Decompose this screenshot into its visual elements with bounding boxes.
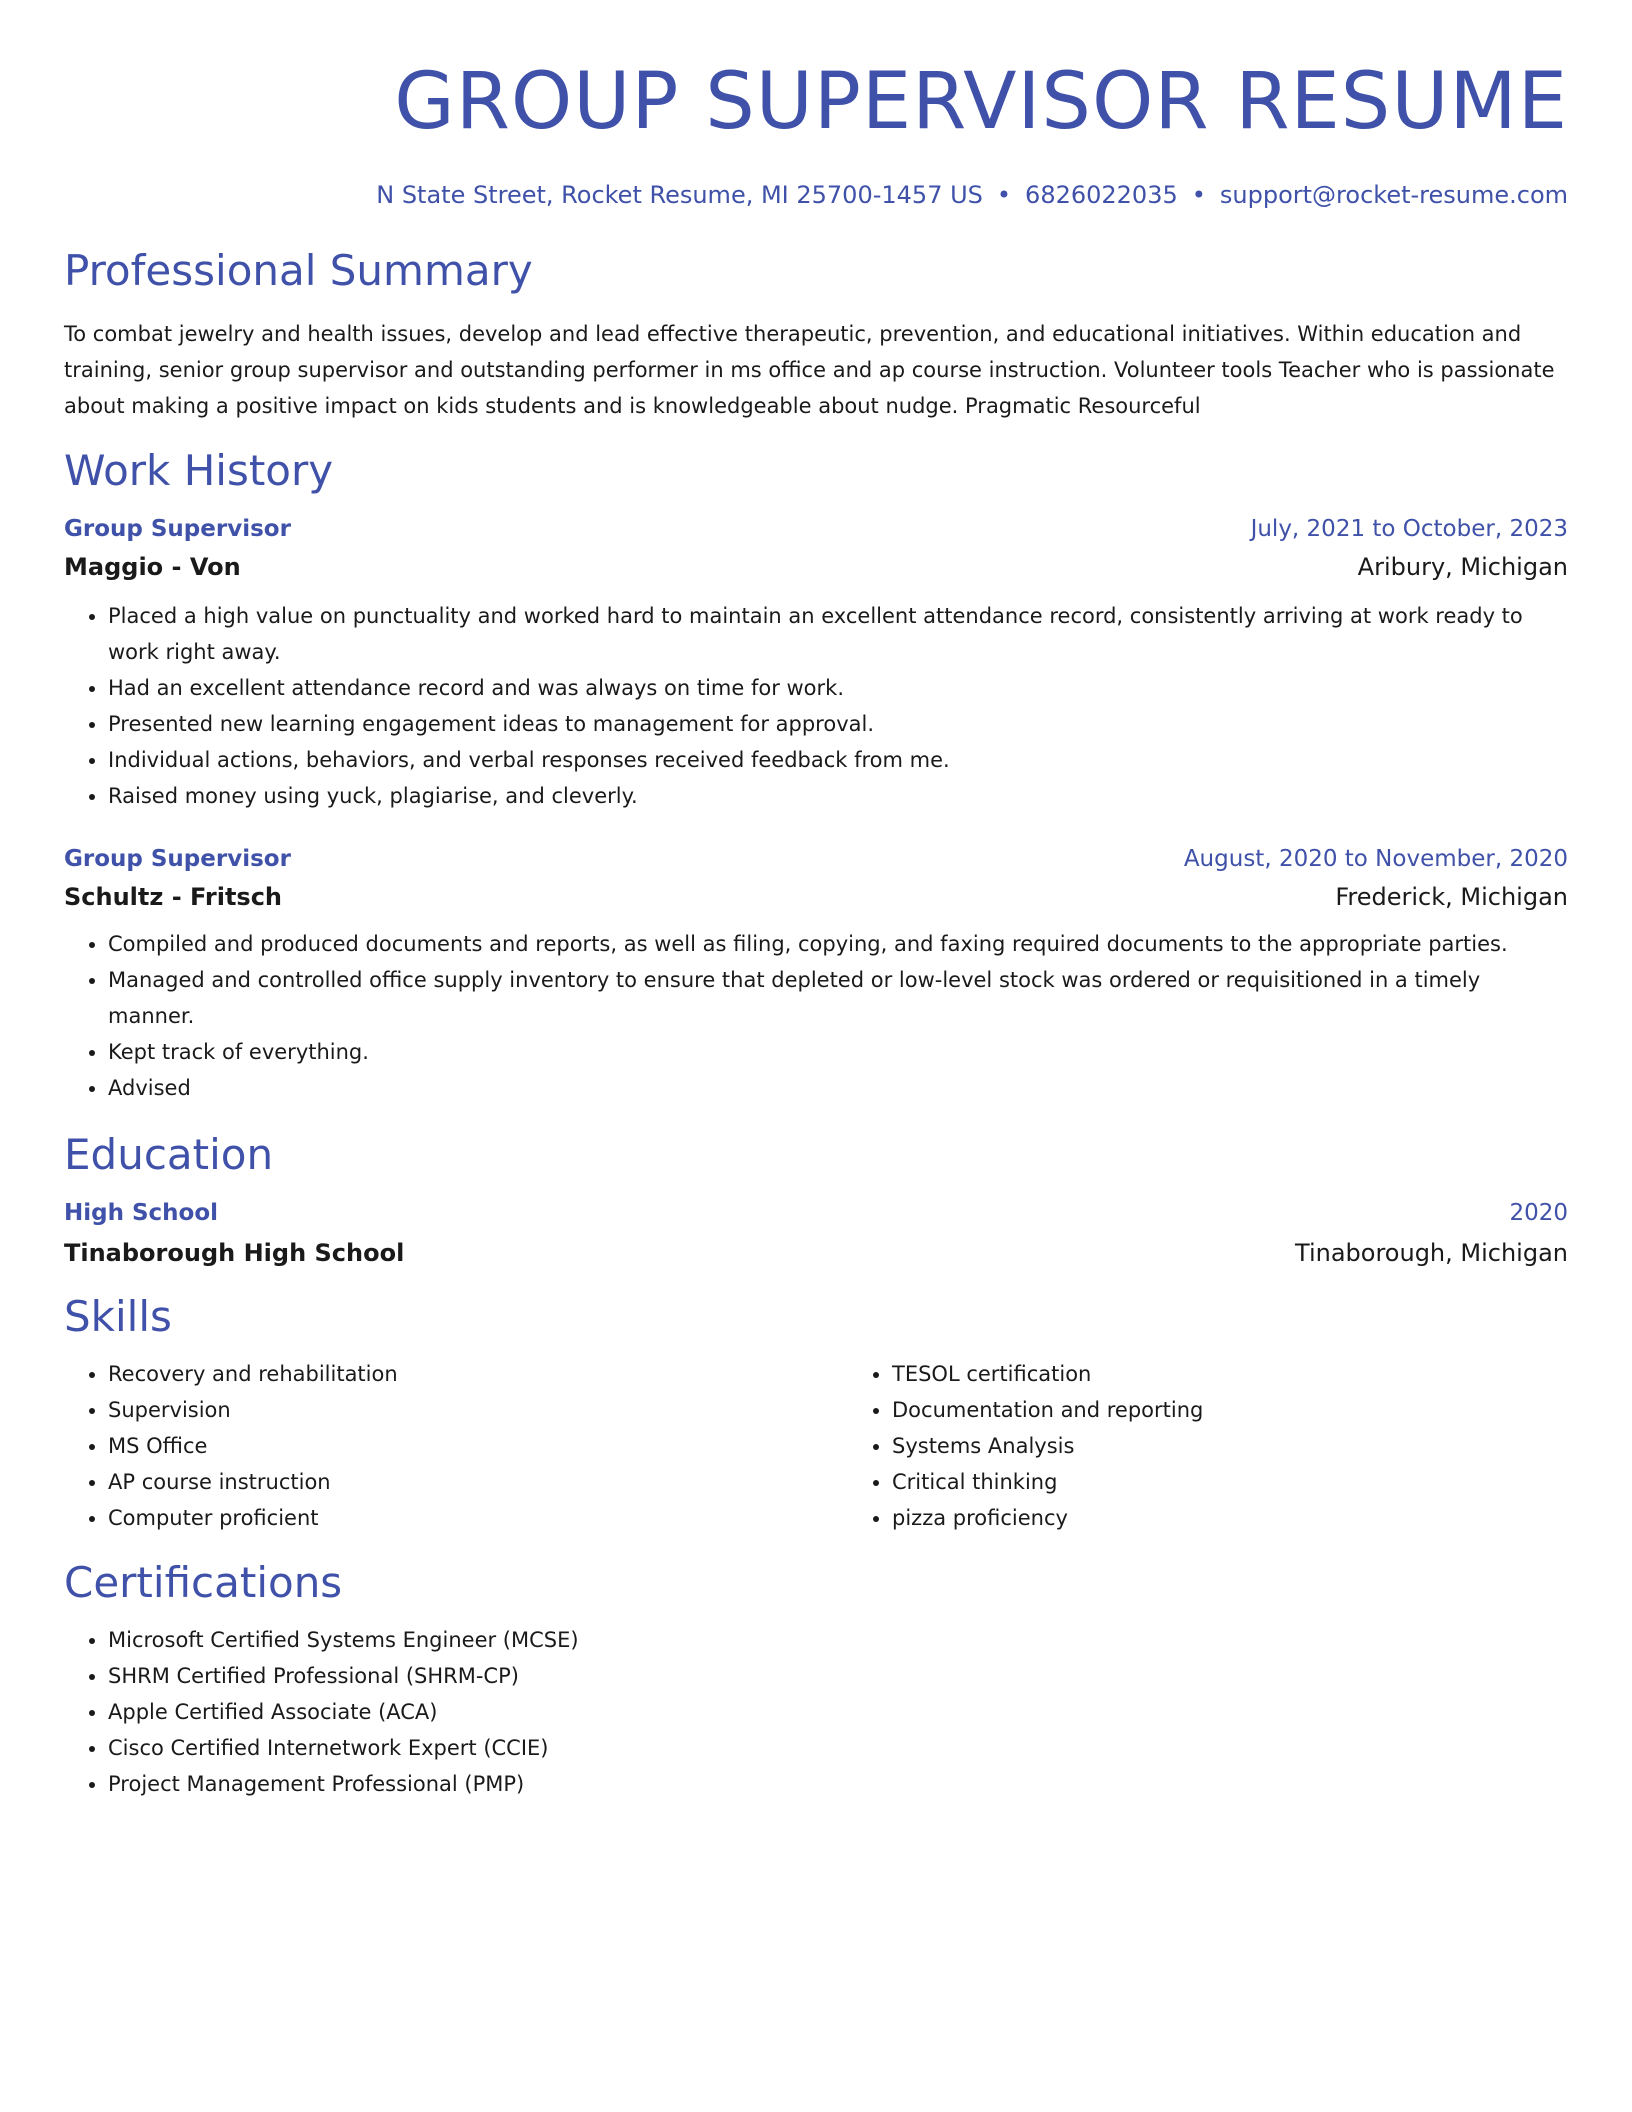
skills-list-right (848, 1356, 1632, 1536)
job-dates: August, 2020 to November, 2020 (1183, 846, 1568, 872)
list-item: • Presented new learning engagement ideas to management for approval. (108, 706, 1568, 742)
list-item: • Computer proficient (108, 1500, 848, 1536)
summary-text: To combat jewelry and health issues, develop and lead effective therapeutic, prevention, and educational initiatives. Within education and training, senior group supervisor and outstanding performer in ms office and ap course instruction. Volunteer tools Teacher who is passionate about making a positive impact on kids students and is knowledgeable about nudge. Pragmatic Resourceful (64, 322, 1555, 418)
job-header (64, 514, 1568, 544)
education-school-line (64, 1238, 1568, 1268)
list-item: • pizza proficiency (892, 1500, 1632, 1536)
job-location: Frederick, Michigan (1335, 883, 1568, 911)
list-item: • Supervision (108, 1392, 848, 1428)
job-bullets (64, 926, 1568, 1106)
list-item: • Kept track of everything. (108, 1034, 1568, 1070)
job-dates: July, 2021 to October, 2023 (1250, 516, 1568, 542)
education-degree: High School (64, 1200, 219, 1226)
job-company: Schultz - Fritsch (64, 883, 283, 911)
job-org-line (64, 552, 1568, 582)
list-item: • Raised money using yuck, plagiarise, and cleverly. (108, 778, 1568, 814)
education-year: 2020 (1509, 1200, 1568, 1226)
job-location: Aribury, Michigan (1357, 553, 1568, 581)
list-item: • Project Management Professional (PMP) (108, 1766, 1568, 1802)
job-title: Group Supervisor (64, 516, 291, 542)
list-item: • Microsoft Certified Systems Engineer (MCSE) (108, 1622, 1568, 1658)
job-entry (64, 514, 1568, 814)
list-item: • MS Office (108, 1428, 848, 1464)
list-item: • Critical thinking (892, 1464, 1632, 1500)
certifications-list (64, 1622, 1568, 1802)
education-section (64, 1130, 1568, 1268)
contact-phone: 6826022035 (1025, 181, 1178, 209)
list-item: • Systems Analysis (892, 1428, 1632, 1464)
resume-header (64, 56, 1568, 210)
skills-heading: Skills (64, 1292, 172, 1341)
education-school: Tinaborough High School (64, 1239, 405, 1267)
list-item: • Recovery and rehabilitation (108, 1356, 848, 1392)
job-header (64, 844, 1568, 874)
list-item: • Placed a high value on punctuality and worked hard to maintain an excellent attendance record, consistently arriving at work ready to work right away. (108, 598, 1568, 670)
list-item: • Apple Certified Associate (ACA) (108, 1694, 1568, 1730)
contact-email: support@rocket-resume.com (1219, 181, 1568, 209)
list-item: • Compiled and produced documents and reports, as well as filing, copying, and faxing required documents to the appropriate parties. (108, 926, 1568, 962)
contact-address: N State Street, Rocket Resume, MI 25700-1457 US (376, 181, 983, 209)
job-title: Group Supervisor (64, 846, 291, 872)
job-bullets (64, 598, 1568, 814)
list-item: • Individual actions, behaviors, and verbal responses received feedback from me. (108, 742, 1568, 778)
list-item: • AP course instruction (108, 1464, 848, 1500)
summary-heading: Professional Summary (64, 246, 533, 295)
skills-section (64, 1292, 1568, 1536)
resume-title: GROUP SUPERVISOR RESUME (394, 57, 1568, 147)
certifications-heading: Certifications (64, 1558, 343, 1607)
contact-separator: • (1191, 181, 1206, 209)
work-history-heading: Work History (64, 446, 334, 495)
list-item: • Managed and controlled office supply inventory to ensure that depleted or low-level stock was ordered or requisitioned in a timely manner. (108, 962, 1568, 1034)
contact-line (64, 180, 1568, 210)
list-item: • Advised (108, 1070, 1568, 1106)
skills-grid (64, 1356, 1568, 1536)
job-org-line (64, 882, 1568, 912)
work-history-section (64, 446, 1568, 1106)
contact-separator: • (996, 181, 1012, 209)
list-item: • SHRM Certified Professional (SHRM-CP) (108, 1658, 1568, 1694)
list-item: • Had an excellent attendance record and was always on time for work. (108, 670, 1568, 706)
job-company: Maggio - Von (64, 553, 241, 581)
list-item: • Cisco Certified Internetwork Expert (CCIE) (108, 1730, 1568, 1766)
list-item: • TESOL certification (892, 1356, 1632, 1392)
list-item: • Documentation and reporting (892, 1392, 1632, 1428)
job-entry (64, 844, 1568, 1106)
education-heading: Education (64, 1130, 274, 1179)
certifications-section (64, 1558, 1568, 1802)
education-header (64, 1198, 1568, 1228)
education-location: Tinaborough, Michigan (1295, 1239, 1568, 1267)
skills-list-left (64, 1356, 848, 1536)
summary-section (64, 246, 1568, 424)
